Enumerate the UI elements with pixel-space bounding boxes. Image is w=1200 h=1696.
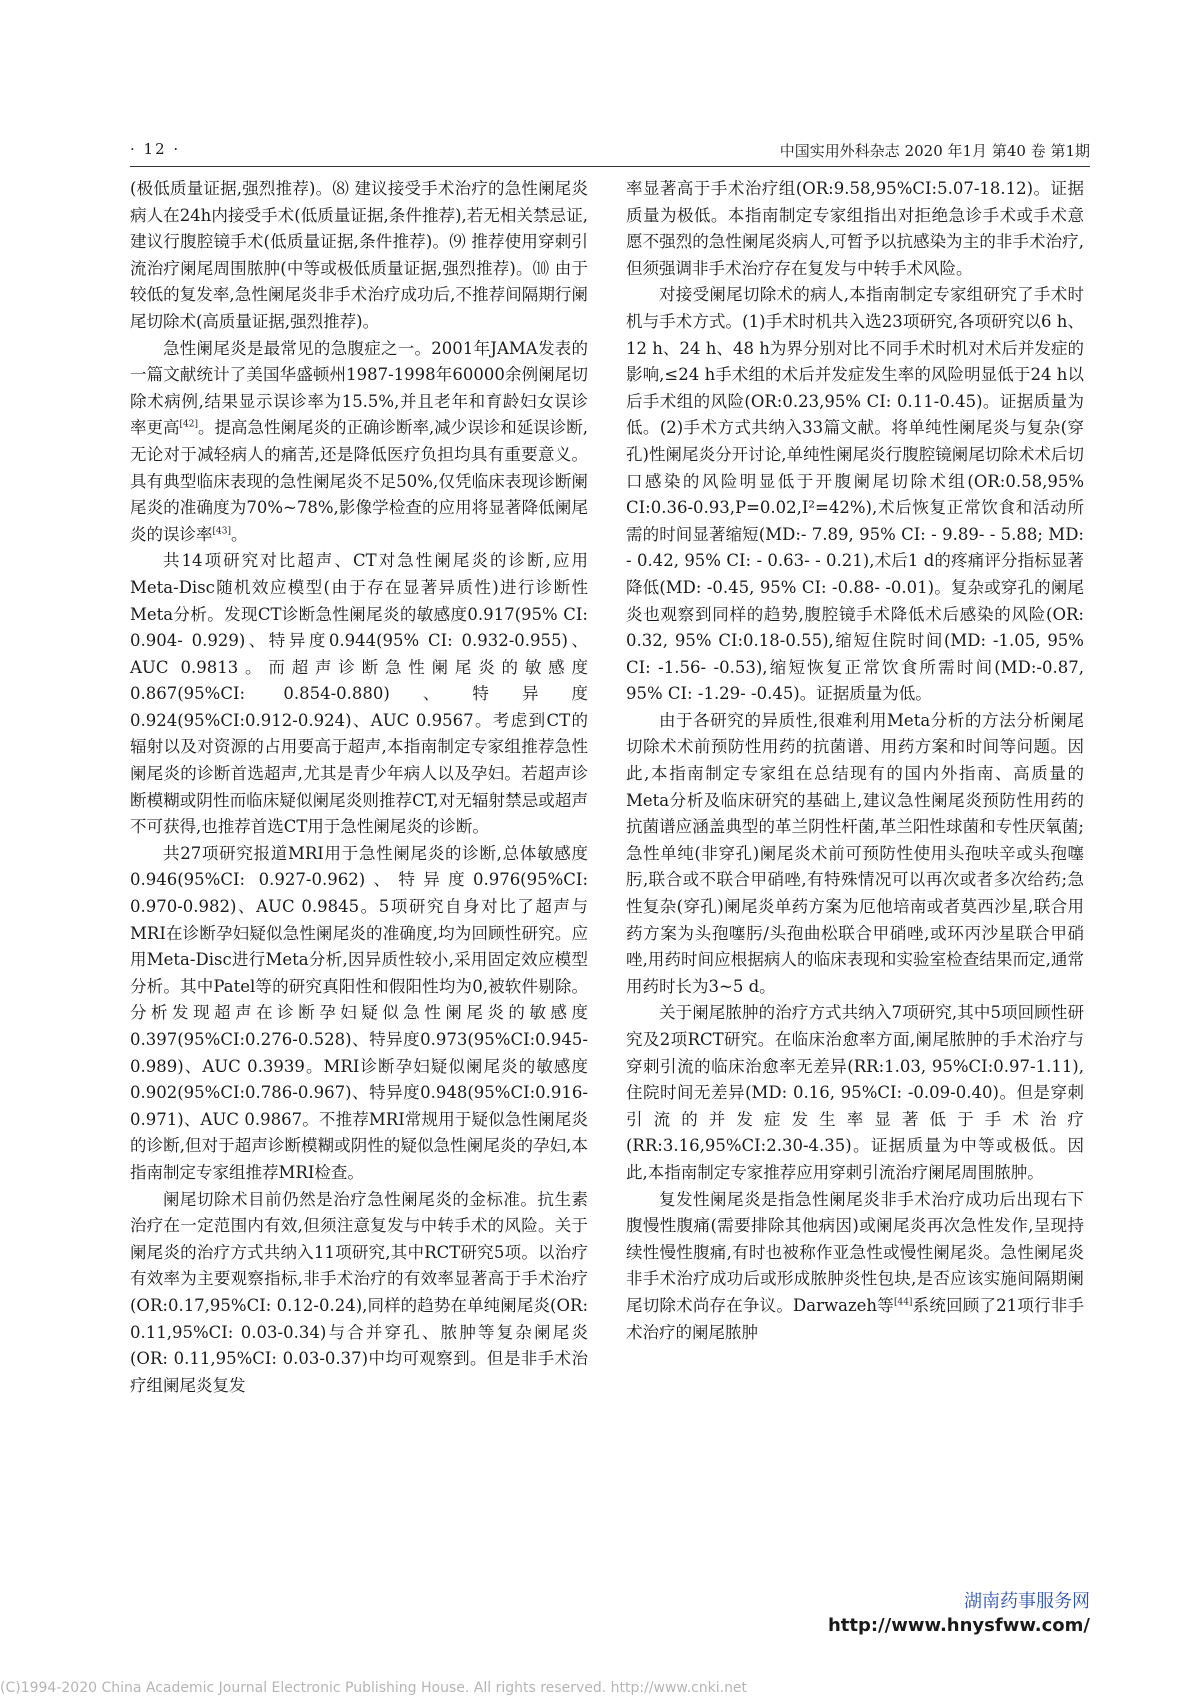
watermark-url: http://www.hnysfww.com/ bbox=[827, 1615, 1090, 1636]
citation-ref: [42] bbox=[179, 419, 198, 430]
paragraph: 共27项研究报道MRI用于急性阑尾炎的诊断,总体敏感度0.946(95%CI: 0.927-0.962)、特异度0.976(95%CI: 0.970-0.982)、AUC 0.9845。5项研究自身对比了超声与MRI在诊断孕妇疑似急性阑尾炎的准确度,均为回顾性研究。应用Meta-Disc进行Meta分析,因异质性较小,采用固定效应模型分析。其中Patel等的研究真阳性和假阳性均为0,被软件剔除。分析发现超声在诊断孕妇疑似急性阑尾炎的敏感度0.397(95%CI:0.276-0.528)、特异度0.973(95%CI:0.945-0.989)、AUC 0.3939。MRI诊断孕妇疑似阑尾炎的敏感度0.902(95%CI:0.786-0.967)、特异度0.948(95%CI:0.916-0.971)、AUC 0.9867。不推荐MRI常规用于疑似急性阑尾炎的诊断,但对于超声诊断模糊或阴性的疑似急性阑尾炎的孕妇,本指南制定专家组推荐MRI检查。 bbox=[130, 843, 588, 1182]
paragraph: 对接受阑尾切除术的病人,本指南制定专家组研究了手术时机与手术方式。(1)手术时机共入选23项研究,各项研究以6 h、12 h、24 h、48 h为界分别对比不同手术时机对术后并发症的影响,≤24 h手术组的术后并发症发生率的风险明显低于24 h以后手术组的风险(OR:0.23,95% CI: 0.11-0.45)。证据质量为低。(2)手术方式共纳入33篇文献。将单纯性阑尾炎与复杂(穿孔)性阑尾炎分开讨论,单纯性阑尾炎行腹腔镜阑尾切除术术后切口感染的风险明显低于开腹阑尾切除术组(OR:0.58,95% CI:0.36-0.93,P=0.02,I²=42%),术后恢复正常饮食和活动所需的时间显著缩短(MD:- 7.89, 95% CI: - 9.89- - 5.88; MD: - 0.42, 95% CI: - 0.63- - 0.21),术后1 d的疼痛评分指标显著降低(MD: -0.45, 95% CI: -0.88- -0.01)。复杂或穿孔的阑尾炎也观察到同样的趋势,腹腔镜手术降低术后感染的风险(OR: 0.32, 95% CI:0.18-0.55),缩短住院时间(MD: -1.05, 95% CI: -1.56- -0.53),缩短恢复正常饮食所需时间(MD:-0.87, 95% CI: -1.29- -0.45)。证据质量为低。 bbox=[626, 285, 1084, 704]
paragraph: 关于阑尾脓肿的治疗方式共纳入7项研究,其中5项回顾性研究及2项RCT研究。在临床治愈率方面,阑尾脓肿的手术治疗与穿刺引流的临床治愈率无差异(RR:1.03, 95%CI:0.97-1.11),住院时间无差异(MD: 0.16, 95%CI: -0.09-0.40)。但是穿刺引流的并发症发生率显著低于手术治疗(RR:3.16,95%CI:2.30-4.35)。证据质量为中等或极低。因此,本指南制定专家推荐应用穿刺引流治疗阑尾周围脓肿。 bbox=[626, 1003, 1084, 1182]
paragraph: 共14项研究对比超声、CT对急性阑尾炎的诊断,应用Meta-Disc随机效应模型(由于存在显著异质性)进行诊断性Meta分析。发现CT诊断急性阑尾炎的敏感度0.917(95% CI: 0.904- 0.929)、特异度0.944(95% CI: 0.932-0.955)、AUC 0.9813。而超声诊断急性阑尾炎的敏感度0.867(95%CI: 0.854-0.880)、特异度0.924(95%CI:0.912-0.924)、AUC 0.9567。考虑到CT的辐射以及对资源的占用要高于超声,本指南制定专家组推荐急性阑尾炎的诊断首选超声,尤其是青少年病人以及孕妇。若超声诊断模糊或阴性而临床疑似阑尾炎则推荐CT,对无辐射禁忌或超声不可获得,也推荐首选CT用于急性阑尾炎的诊断。 bbox=[130, 551, 588, 837]
paragraph: 阑尾切除术目前仍然是治疗急性阑尾炎的金标准。抗生素治疗在一定范围内有效,但须注意复发与中转手术的风险。关于阑尾炎的治疗方式共纳入11项研究,其中RCT研究5项。以治疗有效率为主要观察指标,非手术治疗的有效率显著高于手术治疗(OR:0.17,95%CI: 0.12-0.24),同样的趋势在单纯阑尾炎(OR: 0.11,95%CI: 0.03-0.34)与合并穿孔、脓肿等复杂阑尾炎(OR: 0.11,95%CI: 0.03-0.37)中均可观察到。但是非手术治疗组阑尾炎复发 bbox=[130, 1189, 588, 1395]
header-rule bbox=[130, 166, 1090, 167]
paragraph: 复发性阑尾炎是指急性阑尾炎非手术治疗成功后出现右下腹慢性腹痛(需要排除其他病因)或阑尾炎再次急性发作,呈现持续性慢性腹痛,有时也被称作亚急性或慢性阑尾炎。急性阑尾炎非手术治疗成功后或形成脓肿炎性包块,是否应该实施间隔期阑尾切除术尚存在争议。Darwazeh等[44]系统回顾了21项行非手术治疗的阑尾脓肿 bbox=[626, 1189, 1085, 1342]
page-number: · 12 · bbox=[130, 140, 181, 158]
paragraph: (极低质量证据,强烈推荐)。⑻ 建议接受手术治疗的急性阑尾炎病人在24h内接受手术(低质量证据,条件推荐),若无相关禁忌证,建议行腹腔镜手术(低质量证据,条件推荐)。⑼ 推荐使用穿刺引流治疗阑尾周围脓肿(中等或极低质量证据,强烈推荐)。⑽ 由于较低的复发率,急性阑尾炎非手术治疗成功后,不推荐间隔期行阑尾切除术(高质量证据,强烈推荐)。 bbox=[130, 179, 588, 331]
paragraph: 由于各研究的异质性,很难利用Meta分析的方法分析阑尾切除术术前预防性用药的抗菌谱、用药方案和时间等问题。因此,本指南制定专家组在总结现有的国内外指南、高质量的Meta分析及临床研究的基础上,建议急性阑尾炎预防性用药的抗菌谱应涵盖典型的革兰阴性杆菌,革兰阳性球菌和专性厌氧菌;急性单纯(非穿孔)阑尾炎术前可预防性使用头孢呋辛或头孢噻肟,联合或不联合甲硝唑,有特殊情况可以再次或者多次给药;急性复杂(穿孔)阑尾炎单药方案为厄他培南或者莫西沙星,联合用药方案为头孢噻肟/头孢曲松联合甲硝唑,或环丙沙星联合甲硝唑,用药时间应根据病人的临床表现和实验室检查结果而定,通常用药时长为3~5 d。 bbox=[626, 710, 1084, 996]
copyright-footer: (C)1994-2020 China Academic Journal Electronic Publishing House. All rights reserved. http://www.cnki.net bbox=[0, 1680, 748, 1696]
citation-ref: [44] bbox=[893, 1297, 913, 1308]
paragraph: 急性阑尾炎是最常见的急腹症之一。2001年JAMA发表的一篇文献统计了美国华盛顿州1987-1998年60000余例阑尾切除术病例,结果显示误诊率为15.5%,并且老年和育龄妇女误诊率更高[42]。提高急性阑尾炎的正确诊断率,减少误诊和延误诊断,无论对于减轻病人的痛苦,还是降低医疗负担均具有重要意义。具有典型临床表现的急性阑尾炎不足50%,仅凭临床表现诊断阑尾炎的准确度为70%~78%,影像学检查的应用将显著降低阑尾炎的误诊率[43]。 bbox=[130, 338, 589, 544]
left-column bbox=[130, 176, 588, 1399]
site-watermark bbox=[828, 1590, 1090, 1638]
right-column bbox=[626, 176, 1084, 1346]
journal-issue: 中国实用外科杂志 2020 年1月 第40 卷 第1期 bbox=[779, 142, 1090, 160]
watermark-name: 湖南药事服务网 bbox=[964, 1591, 1090, 1612]
paragraph: 率显著高于手术治疗组(OR:9.58,95%CI:5.07-18.12)。证据质量为极低。本指南制定专家组指出对拒绝急诊手术或手术意愿不强烈的急性阑尾炎病人,可暂予以抗感染为主的非手术治疗,但须强调非手术治疗存在复发与中转手术风险。 bbox=[626, 179, 1084, 278]
citation-ref: [43] bbox=[212, 526, 231, 537]
